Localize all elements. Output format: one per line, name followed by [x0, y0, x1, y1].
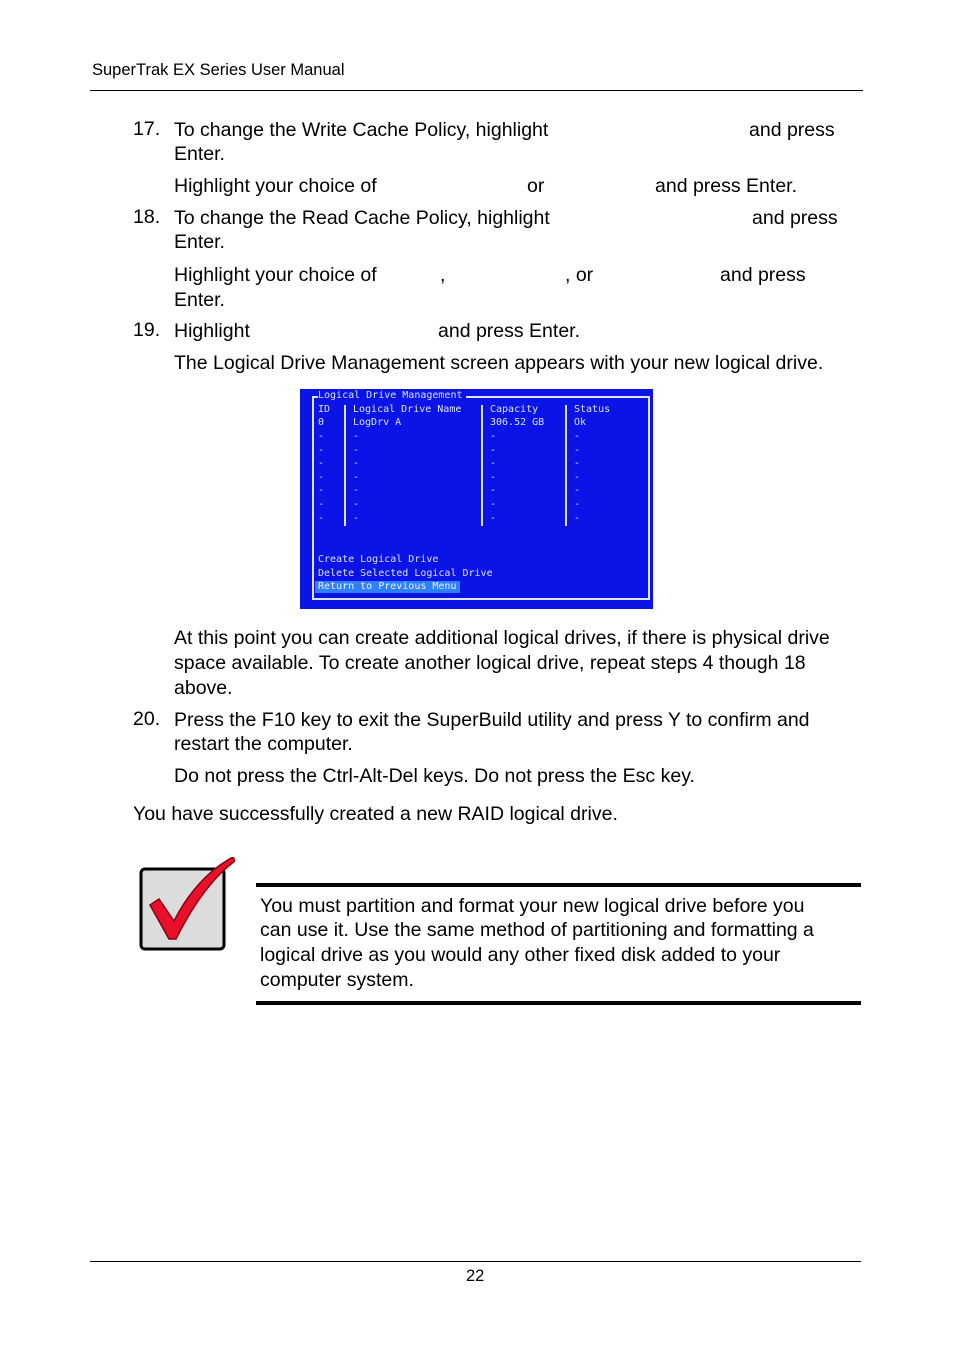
empty-cell-marker: -	[490, 431, 497, 442]
step-18-number: 18.	[133, 206, 161, 228]
column-divider	[565, 405, 567, 526]
empty-cell-marker: -	[574, 431, 581, 442]
header-rule	[90, 90, 863, 91]
empty-cell-marker: -	[353, 471, 360, 483]
note-line-2: can use it. Use the same method of partitioning and formatting a	[260, 919, 814, 941]
drive-row-id[interactable]: 0	[318, 417, 325, 428]
step-19-sub: The Logical Drive Management screen appears with your new logical drive.	[174, 352, 824, 374]
empty-cell-marker: -	[318, 499, 325, 510]
logical-drive-management-screen	[300, 389, 653, 609]
step-20-sub: Do not press the Ctrl-Alt-Del keys. Do not press the Esc key.	[174, 765, 695, 787]
empty-cell-marker: -	[490, 512, 497, 524]
empty-cell-marker: -	[490, 485, 497, 497]
step-17-text-a: To change the Write Cache Policy, highlight	[174, 119, 549, 141]
after-screen-line-2: space available. To create another logical drive, repeat steps 4 though 18	[174, 652, 806, 674]
step-19-number: 19.	[133, 319, 161, 341]
step-18-text-b: and press	[752, 207, 838, 229]
step-17-sub-a: Highlight your choice of	[174, 175, 377, 197]
note-line-4: computer system.	[260, 969, 414, 991]
column-header-status: Status	[574, 404, 611, 415]
after-screen-line-3: above.	[174, 677, 233, 699]
empty-cell-marker: -	[353, 499, 360, 510]
empty-cell-marker: -	[318, 471, 325, 483]
menu-create-logical-drive[interactable]: Create Logical Drive	[318, 554, 439, 565]
step-17-sub-c: and press Enter.	[655, 175, 798, 197]
footer-rule	[90, 1261, 861, 1262]
step-19-text-b: and press Enter.	[438, 320, 581, 342]
drive-row-capacity[interactable]: 306.52 GB	[490, 417, 545, 428]
step-18-sub-d: and press	[720, 264, 806, 286]
empty-cell-marker: -	[574, 444, 581, 456]
step-18-sub-a: Highlight your choice of	[174, 264, 377, 286]
empty-cell-marker: -	[318, 431, 325, 442]
note-bottom-rule	[256, 1001, 861, 1005]
step-17-sub-b: or	[527, 175, 545, 197]
step-20-line-2: restart the computer.	[174, 733, 353, 755]
step-18-sub-e: Enter.	[174, 289, 225, 311]
empty-cell-marker: -	[353, 431, 360, 442]
checkmark-icon	[139, 857, 235, 953]
empty-cell-marker: -	[353, 444, 360, 456]
drive-row-status[interactable]: Ok	[574, 417, 587, 428]
note-line-3: logical drive as you would any other fixed disk added to your	[260, 944, 781, 966]
empty-cell-marker: -	[490, 458, 497, 470]
after-screen-line-1: At this point you can create additional logical drives, if there is physical drive	[174, 627, 830, 649]
step-18-text-c: Enter.	[174, 231, 225, 253]
drive-row-name[interactable]: LogDrv A	[353, 417, 402, 428]
step-19-text-a: Highlight	[174, 320, 250, 342]
empty-cell-marker: -	[353, 485, 360, 497]
empty-cell-marker: -	[318, 458, 325, 470]
empty-cell-marker: -	[574, 458, 581, 470]
empty-cell-marker: -	[353, 458, 360, 470]
note-top-rule	[256, 883, 861, 887]
empty-cell-marker: -	[574, 485, 581, 497]
column-divider	[481, 405, 483, 526]
step-17-text-c: Enter.	[174, 143, 225, 165]
empty-cell-marker: -	[318, 485, 325, 497]
screen-title: Logical Drive Management	[318, 390, 463, 401]
conclusion-text: You have successfully created a new RAID logical drive.	[133, 803, 618, 825]
empty-cell-marker: -	[490, 444, 497, 456]
empty-cell-marker: -	[574, 499, 581, 510]
empty-cell-marker: -	[318, 512, 325, 524]
menu-delete-selected-logical-drive[interactable]: Delete Selected Logical Drive	[318, 568, 493, 579]
step-17-text-b: and press	[749, 119, 835, 141]
step-18-sub-c: , or	[565, 264, 594, 286]
empty-cell-marker: -	[353, 512, 360, 524]
empty-cell-marker: -	[318, 444, 325, 456]
column-header-capacity: Capacity	[490, 404, 539, 415]
menu-return-to-previous-menu[interactable]: Return to Previous Menu	[315, 581, 460, 593]
step-20-line-1: Press the F10 key to exit the SuperBuild utility and press Y to confirm and	[174, 709, 810, 731]
page-number: 22	[466, 1267, 485, 1285]
column-header-id: ID	[318, 404, 331, 415]
running-header: SuperTrak EX Series User Manual	[92, 61, 345, 79]
step-20-number: 20.	[133, 708, 161, 730]
column-divider	[344, 405, 346, 526]
empty-cell-marker: -	[490, 471, 497, 483]
step-18-text-a: To change the Read Cache Policy, highlight	[174, 207, 550, 229]
step-18-sub-b: ,	[440, 264, 446, 286]
empty-cell-marker: -	[574, 512, 581, 524]
empty-cell-marker: -	[574, 471, 581, 483]
note-line-1: You must partition and format your new logical drive before you	[260, 895, 805, 917]
column-header-name: Logical Drive Name	[353, 404, 462, 415]
step-17-number: 17.	[133, 118, 161, 140]
empty-cell-marker: -	[490, 499, 497, 510]
